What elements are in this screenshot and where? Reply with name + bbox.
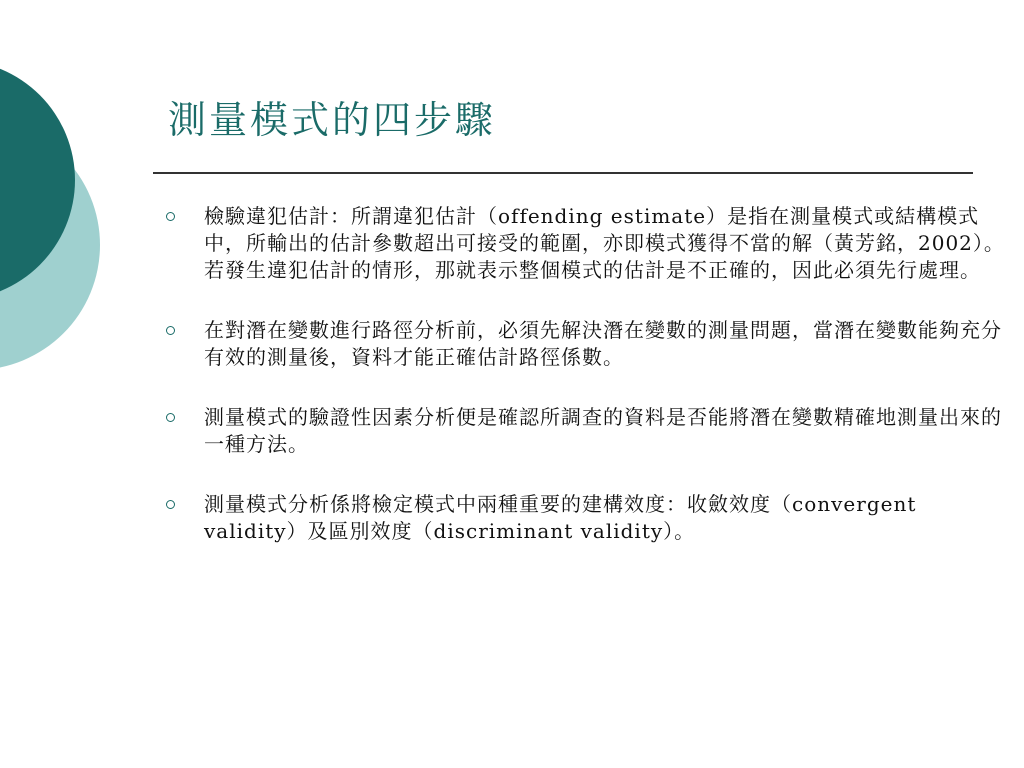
bullet-text: 測量模式分析係將檢定模式中兩種重要的建構效度：收斂效度（convergent validity）及區別效度（discriminant validity）。 — [204, 492, 917, 543]
bullet-text: 測量模式的驗證性因素分析便是確認所調查的資料是否能將潛在變數精確地測量出來的一種方法。 — [204, 405, 1002, 456]
bullet-item — [162, 317, 1014, 371]
hollow-circle-bullet-icon — [166, 500, 175, 509]
title-divider — [153, 172, 973, 174]
bullet-item — [162, 203, 1014, 284]
bullet-text: 在對潛在變數進行路徑分析前，必須先解決潛在變數的測量問題，當潛在變數能夠充分有效的測量後，資料才能正確估計路徑係數。 — [204, 318, 1002, 369]
bullet-item — [162, 404, 1014, 458]
hollow-circle-bullet-icon — [166, 326, 175, 335]
bullet-item — [162, 491, 1014, 545]
bullet-text: 檢驗違犯估計：所謂違犯估計（offending estimate）是指在測量模式或結構模式中，所輸出的估計參數超出可接受的範圍，亦即模式獲得不當的解（黃芳銘，2002）。若發生違犯估計的情形，那就表示整個模式的估計是不正確的，因此必須先行處理。 — [204, 204, 1005, 282]
bullet-list — [162, 203, 1014, 578]
hollow-circle-bullet-icon — [166, 413, 175, 422]
hollow-circle-bullet-icon — [166, 212, 175, 221]
decorative-circles — [0, 0, 140, 420]
slide-title: 測量模式的四步驟 — [168, 98, 497, 142]
